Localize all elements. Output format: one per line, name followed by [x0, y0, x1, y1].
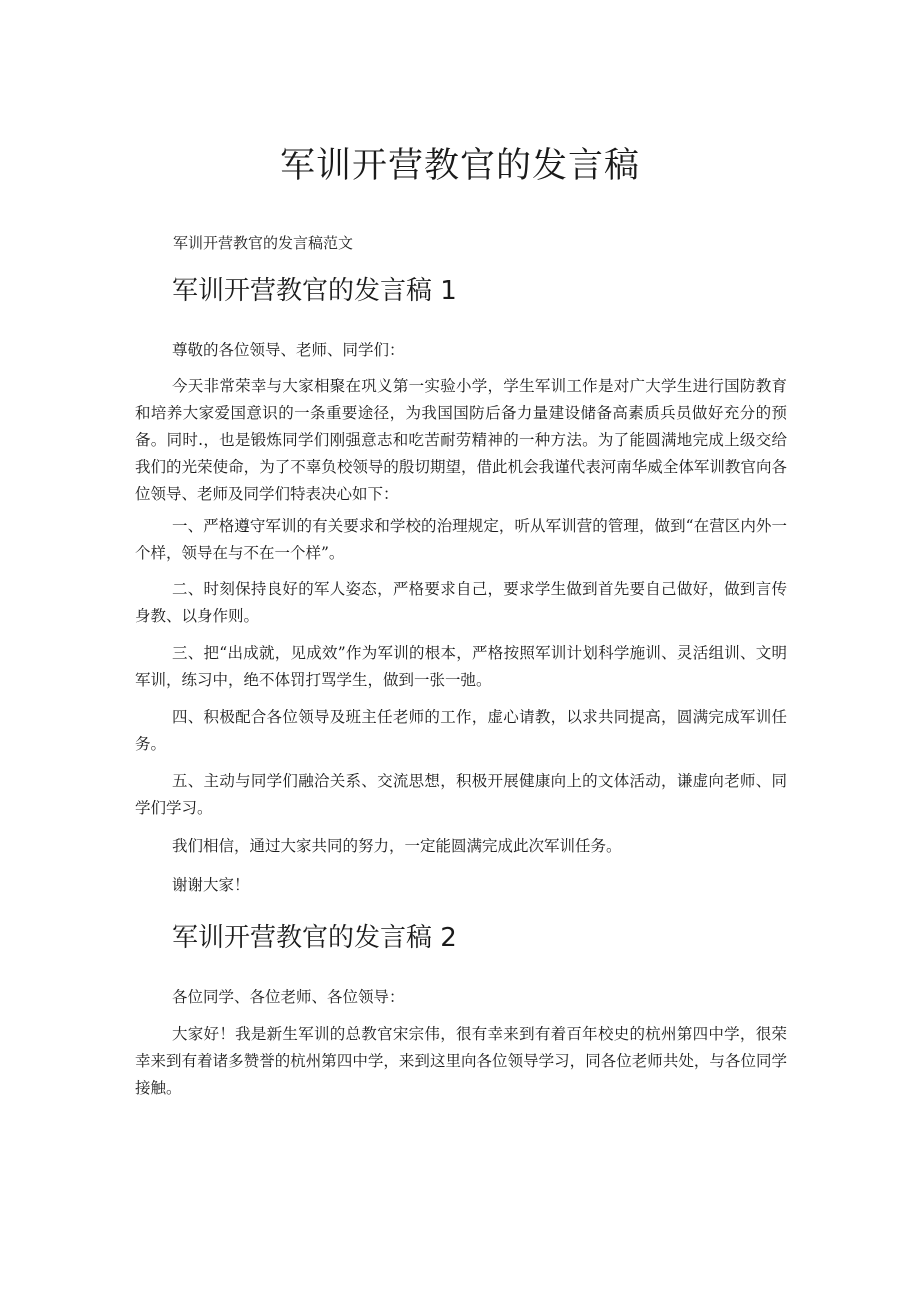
section-2-heading: 军训开营教官的发言稿 2 — [172, 923, 457, 953]
section-1-paragraph-item-3: 三、把“出成就，见成效”作为军训的根本，严格按照军训计划科学施训、灵活组训、文明军训，练习中，绝不体罚打骂学生，做到一张一弛。 — [135, 644, 787, 689]
section-1-paragraph-thanks: 谢谢大家！ — [172, 876, 250, 894]
section-2-greeting: 各位同学、各位老师、各位领导： — [172, 988, 405, 1006]
section-1-greeting: 尊敬的各位领导、老师、同学们： — [172, 341, 405, 359]
section-1-paragraph-item-4: 四、积极配合各位领导及班主任老师的工作，虚心请教，以求共同提高，圆满完成军训任务。 — [135, 708, 787, 753]
section-1-paragraph-item-5: 五、主动与同学们融洽关系、交流思想，积极开展健康向上的文体活动，谦虚向老师、同学们学习。 — [135, 772, 787, 817]
section-1-heading: 军训开营教官的发言稿 1 — [172, 276, 457, 306]
section-1-paragraph-intro: 今天非常荣幸与大家相聚在巩义第一实验小学，学生军训工作是对广大学生进行国防教育和培养大家爱国意识的一条重要途径，为我国国防后备力量建设储备高素质兵员做好充分的预备。同时.，也是锻炼同学们刚强意志和吃苦耐劳精神的一种方法。为了能圆满地完成上级交给我们的光荣使命，为了不辜负校领导的殷切期望，借此机会我谨代表河南华威全体军训教官向各位领导、老师及同学们特表决心如下： — [135, 377, 787, 503]
section-1-paragraph-item-2: 二、时刻保持良好的军人姿态，严格要求自己，要求学生做到首先要自己做好，做到言传身教、以身作则。 — [135, 580, 787, 625]
document-title: 军训开营教官的发言稿 — [279, 146, 640, 186]
document-subtitle: 军训开营教官的发言稿范文 — [173, 234, 354, 252]
section-1-paragraph-closing: 我们相信，通过大家共同的努力，一定能圆满完成此次军训任务。 — [172, 837, 622, 855]
section-1-paragraph-item-1: 一、严格遵守军训的有关要求和学校的治理规定，听从军训营的管理，做到“在营区内外一个样，领导在与不在一个样”。 — [135, 517, 787, 562]
section-2-paragraph-intro: 大家好！我是新生军训的总教官宋宗伟，很有幸来到有着百年校史的杭州第四中学，很荣幸来到有着诸多赞誉的杭州第四中学，来到这里向各位领导学习，同各位老师共处，与各位同学接触。 — [135, 1025, 787, 1097]
